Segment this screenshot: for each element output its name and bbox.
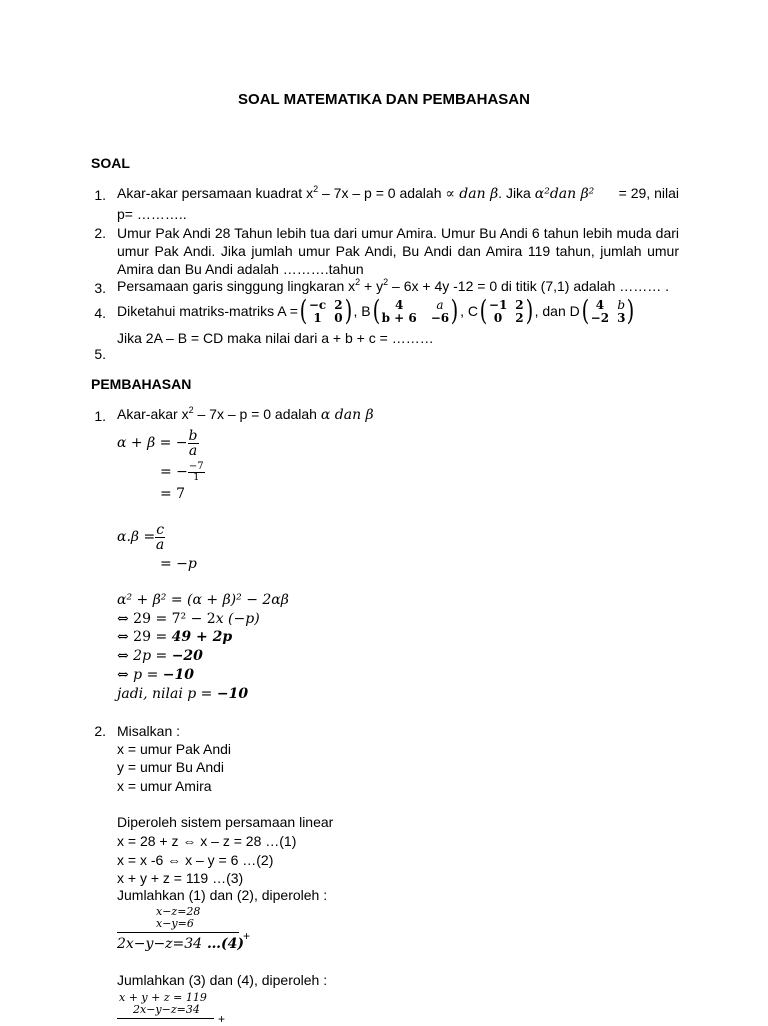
identity-line: α² + β² = (α + β)² − 2αβ [117,592,289,608]
superscript: 2 [188,405,194,415]
q4-text-b: , B [353,303,371,319]
matrix-cell: −1 [488,297,508,312]
step-text: −20 [171,648,203,664]
answer-number: 2. [94,723,106,739]
question-1-line-2: p= ……….. [117,206,187,222]
sum-instruction-1: Jumlahkan (1) dan (2), diperoleh : [117,887,328,903]
step-text: ⇔ 2p = [117,648,172,664]
plus-sign: + [218,1012,226,1026]
variable-y: y = umur Bu Andi [117,759,225,775]
sum-step-2-text: = − [160,464,188,480]
soal-heading: SOAL [91,155,130,171]
product-lhs: α.β = [117,529,156,545]
q4-text-c: , C [460,303,478,319]
numerator: b [188,427,198,444]
q1-text-f: = 29, nilai [618,185,679,201]
question-2-line-2: umur Pak Andi. Jika jumlah umur Pak Andi, Bu Andi dan Amira 119 tahun, jumlah umur [117,243,679,259]
paren-left: ( [372,294,380,327]
fraction [155,523,165,552]
sum-rule [117,932,239,933]
step-text: ⇔ 29 = [117,629,172,645]
question-2-line-1: Umur Pak Andi 28 Tahun lebih tua dari umur Amira. Umur Bu Andi 6 tahun lebih muda dari [117,225,679,241]
matrix-b [371,294,460,327]
denominator: a [155,536,165,553]
sum2-row-1: x + y + z = 119 [119,991,207,1004]
paren-right: ) [344,294,352,327]
sum-of-roots [117,426,199,460]
denominator: 1 [193,471,200,483]
question-number: 4. [94,305,106,321]
matrix-d [580,294,637,327]
fraction [188,462,205,483]
question-2-line-3: Amira dan Bu Andi adalah ……….tahun [117,261,364,277]
matrix-cell: 3 [617,310,626,325]
sum-instruction-2: Jumlahkan (3) dan (4), diperoleh : [117,972,328,988]
step-text: ⇔ p = [117,667,163,683]
question-4-line-1 [117,296,636,326]
sum2-row-2: 2x−y−z=34 [133,1003,200,1016]
question-number: 2. [94,225,106,241]
question-number: 3. [94,280,106,296]
superscript: 2 [355,277,361,287]
matrix-cell: b [617,297,626,312]
conclusion-line [117,686,248,701]
sum-lhs: α + β = − [117,435,188,451]
matrix-cell: 1 [313,310,322,325]
a1-text-a: Akar-akar x [117,406,189,422]
denominator: a [188,442,198,459]
paren-right: ) [627,294,635,327]
matrix-a [298,294,354,327]
step-text: jadi, nilai p = [117,686,217,702]
misalkan: Misalkan : [117,723,181,739]
step-line [117,629,232,644]
matrix-cell: −2 [590,310,610,325]
result-text: …(4) [202,936,244,952]
equation-2: x = x -6 ⇔ x – y = 6 …(2) [117,852,274,868]
paren-left: ( [479,294,488,327]
step-text: ⇔ 29 = 7² − 2 [117,611,216,627]
matrix-cell: b + 6 [381,310,417,325]
q3-text-a: Persamaan garis singgung lingkaran x [117,278,356,294]
system-intro: Diperoleh sistem persamaan linear [117,814,334,830]
variable-z: x = umur Amira [117,778,212,794]
question-3 [117,279,669,293]
question-1-line-1 [117,186,679,201]
q3-text-c: – 6x + 4y -12 = 0 di titik (7,1) adalah ……… . [388,278,670,294]
question-number: 5. [94,346,106,362]
sum-step-2 [160,460,205,484]
step-text: −10 [162,667,194,683]
equation-3: x + y + z = 119 …(3) [117,870,244,886]
plus-sign: + [243,929,251,943]
q1-text-b: – 7x – p = 0 adalah [318,185,446,201]
q1-text-a: Akar-akar persamaan kuadrat x [117,185,314,201]
product-result: = −p [160,556,197,572]
matrix-cell: −6 [430,310,450,325]
q4-text-d: , dan D [534,303,580,319]
q1-math-squares: α²dan β² [534,186,595,202]
paren-right: ) [450,294,459,327]
sum1-result [117,936,244,951]
question-4-line-2: Jika 2A – B = CD maka nilai dari a + b + c = ……… [117,330,434,346]
matrix-cell: 2 [515,310,524,325]
sum-result: = 7 [160,486,186,502]
step-line [117,667,194,682]
paren-right: ) [525,294,533,327]
step-line [117,611,260,626]
paren-left: ( [299,294,308,327]
superscript: 2 [313,184,319,194]
matrix-cell: 2 [334,297,343,312]
matrix-cell: 4 [394,297,404,312]
numerator: −7 [188,460,204,472]
step-text: 49 + 2p [171,629,233,645]
pembahasan-heading: PEMBAHASAN [91,376,192,392]
superscript: 2 [383,277,389,287]
question-number: 1. [94,187,106,203]
step-text: (−p) [223,611,260,627]
product-of-roots [117,520,165,554]
matrix-cell: 0 [334,310,343,325]
numerator: c [156,521,165,538]
matrix-cell: a [436,297,444,312]
variable-x: x = umur Pak Andi [117,741,232,757]
sum-rule [117,1018,214,1019]
paren-left: ( [581,294,590,327]
step-text: x [215,611,224,627]
a1-text-b: – 7x – p = 0 adalah [193,406,321,422]
q3-text-b: + y [360,278,384,294]
answer-number: 1. [94,408,106,424]
q4-text-a: Diketahui matriks-matriks A = [117,303,298,319]
page-title: SOAL MATEMATIKA DAN PEMBAHASAN [238,91,530,108]
fraction [188,429,199,458]
step-line [117,648,203,663]
q1-math-roots: ∝ dan β [445,186,499,202]
sum1-row-2: x−y=6 [156,917,194,930]
q1-text-d: . Jika [498,185,535,201]
a1-math: α dan β [320,407,374,423]
matrix-cell: 0 [493,310,503,325]
result-text: 2x−y−z=34 [117,936,203,952]
matrix-cell: −c [308,297,327,312]
matrix-cell: 2 [515,297,524,312]
step-text: −10 [216,686,249,702]
answer-1-intro [117,407,374,422]
matrix-c [478,294,535,327]
sum1-row-1: x−z=28 [156,905,201,918]
equation-1: x = 28 + z ⇔ x – z = 28 …(1) [117,833,297,849]
matrix-cell: 4 [595,297,605,312]
